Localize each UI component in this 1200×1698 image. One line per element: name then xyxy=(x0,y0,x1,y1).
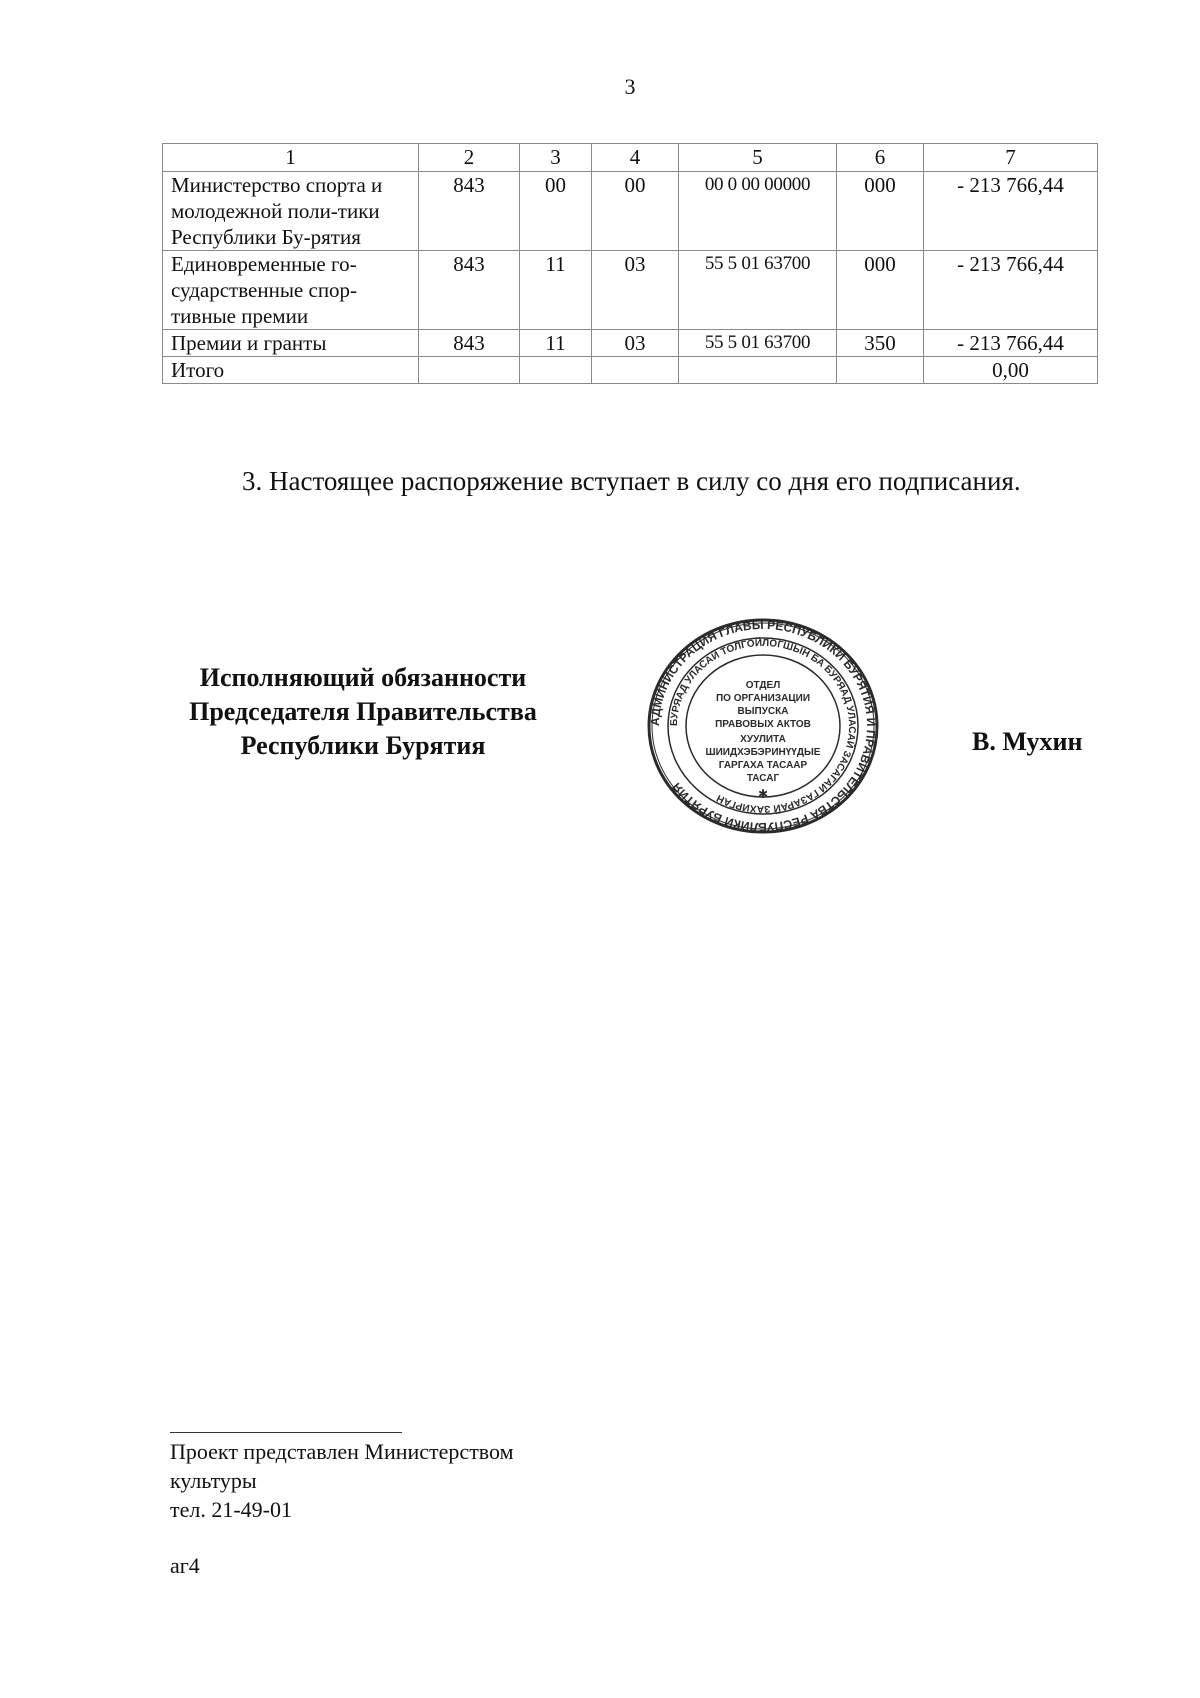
table-total-row xyxy=(163,357,1098,384)
signatory-title xyxy=(166,661,560,763)
footnote-line: Проект представлен Министерством xyxy=(170,1439,514,1464)
footnote-divider xyxy=(170,1432,402,1433)
table-cell xyxy=(419,357,520,384)
seal-center-line: ТАСАГ xyxy=(746,773,780,784)
table-cell: 000 xyxy=(837,251,924,330)
table-cell xyxy=(592,357,679,384)
column-header: 5 xyxy=(679,144,837,172)
table-cell: 55 5 01 63700 xyxy=(679,330,837,357)
signatory-title-line: Республики Бурятия xyxy=(240,731,486,760)
table-cell xyxy=(837,357,924,384)
table-cell: 11 xyxy=(520,251,592,330)
table-cell: 00 xyxy=(520,172,592,251)
seal-center-line: ХУУЛИТА xyxy=(740,734,786,745)
table-row xyxy=(163,330,1098,357)
column-header: 2 xyxy=(419,144,520,172)
table-cell: 03 xyxy=(592,330,679,357)
clause-3: 3. Настоящее распоряжение вступает в силу со дня его подписания. xyxy=(242,466,1021,496)
table-cell: Итого xyxy=(163,357,419,384)
table-cell: Министерство спорта и молодежной поли-тики Республики Бу-рятия xyxy=(163,172,419,251)
table-cell: - 213 766,44 xyxy=(924,172,1098,251)
signatory-title-line: Председателя Правительства xyxy=(189,697,537,726)
table-header-row xyxy=(163,144,1098,172)
seal-outer-text: АДМИНИСТРАЦИЯ ГЛАВЫ РЕСПУБЛИКИ БУРЯТИЯ И ПРАВИТЕЛЬСТВА РЕСПУБЛИКИ БУРЯТИЯ xyxy=(647,618,879,834)
table-cell: 843 xyxy=(419,172,520,251)
column-header: 6 xyxy=(837,144,924,172)
table-cell: Единовременные го-сударственные спор-тивные премии xyxy=(163,251,419,330)
table-cell xyxy=(679,357,837,384)
table-cell: 00 xyxy=(592,172,679,251)
table-cell: 843 xyxy=(419,330,520,357)
document-code-mark: аг4 xyxy=(170,1553,200,1578)
seal-center-line: ПО ОРГАНИЗАЦИИ xyxy=(715,693,811,704)
footnote-line: тел. 21-49-01 xyxy=(170,1497,293,1522)
table-row xyxy=(163,251,1098,330)
seal-center-line: ОТДЕЛ xyxy=(745,680,781,691)
seal-middle-text: БУРЯАД УЛАСАЙ ТОЛГОЙЛОГШЫН БА БУРЯАД УЛАСАЙ ЗАСАГАЙ ГАЗАРАЙ ЗАХИРГАН xyxy=(668,637,858,815)
seal-center-line: ВЫПУСКА xyxy=(737,706,789,717)
seal-star-icon: ✱ xyxy=(757,787,769,801)
table-cell: 350 xyxy=(837,330,924,357)
table-cell xyxy=(520,357,592,384)
table-cell: - 213 766,44 xyxy=(924,251,1098,330)
budget-table xyxy=(162,143,1098,384)
table-cell: 000 xyxy=(837,172,924,251)
table-cell: 03 xyxy=(592,251,679,330)
table-cell: - 213 766,44 xyxy=(924,330,1098,357)
signatory-title-line: Исполняющий обязанности xyxy=(199,663,527,692)
table-cell: 0,00 xyxy=(924,357,1098,384)
table-cell: 00 0 00 00000 xyxy=(679,172,837,251)
official-seal xyxy=(646,618,880,834)
seal-center-line: ПРАВОВЫХ АКТОВ xyxy=(715,719,811,730)
footnote xyxy=(170,1437,514,1524)
seal-center-line: ГАРГАХА ТАСААР xyxy=(718,760,808,771)
table-row xyxy=(163,172,1098,251)
seal-center-line: ШИИДХЭБЭРИНҮҮДЫЕ xyxy=(705,747,821,758)
footnote-line: культуры xyxy=(170,1468,257,1493)
table-cell: 55 5 01 63700 xyxy=(679,251,837,330)
column-header: 7 xyxy=(924,144,1098,172)
table-cell: Премии и гранты xyxy=(163,330,419,357)
page-number: 3 xyxy=(624,74,636,99)
table-cell: 11 xyxy=(520,330,592,357)
column-header: 4 xyxy=(592,144,679,172)
table-cell: 843 xyxy=(419,251,520,330)
column-header: 3 xyxy=(520,144,592,172)
column-header: 1 xyxy=(163,144,419,172)
signer-name: В. Мухин xyxy=(972,727,1083,756)
